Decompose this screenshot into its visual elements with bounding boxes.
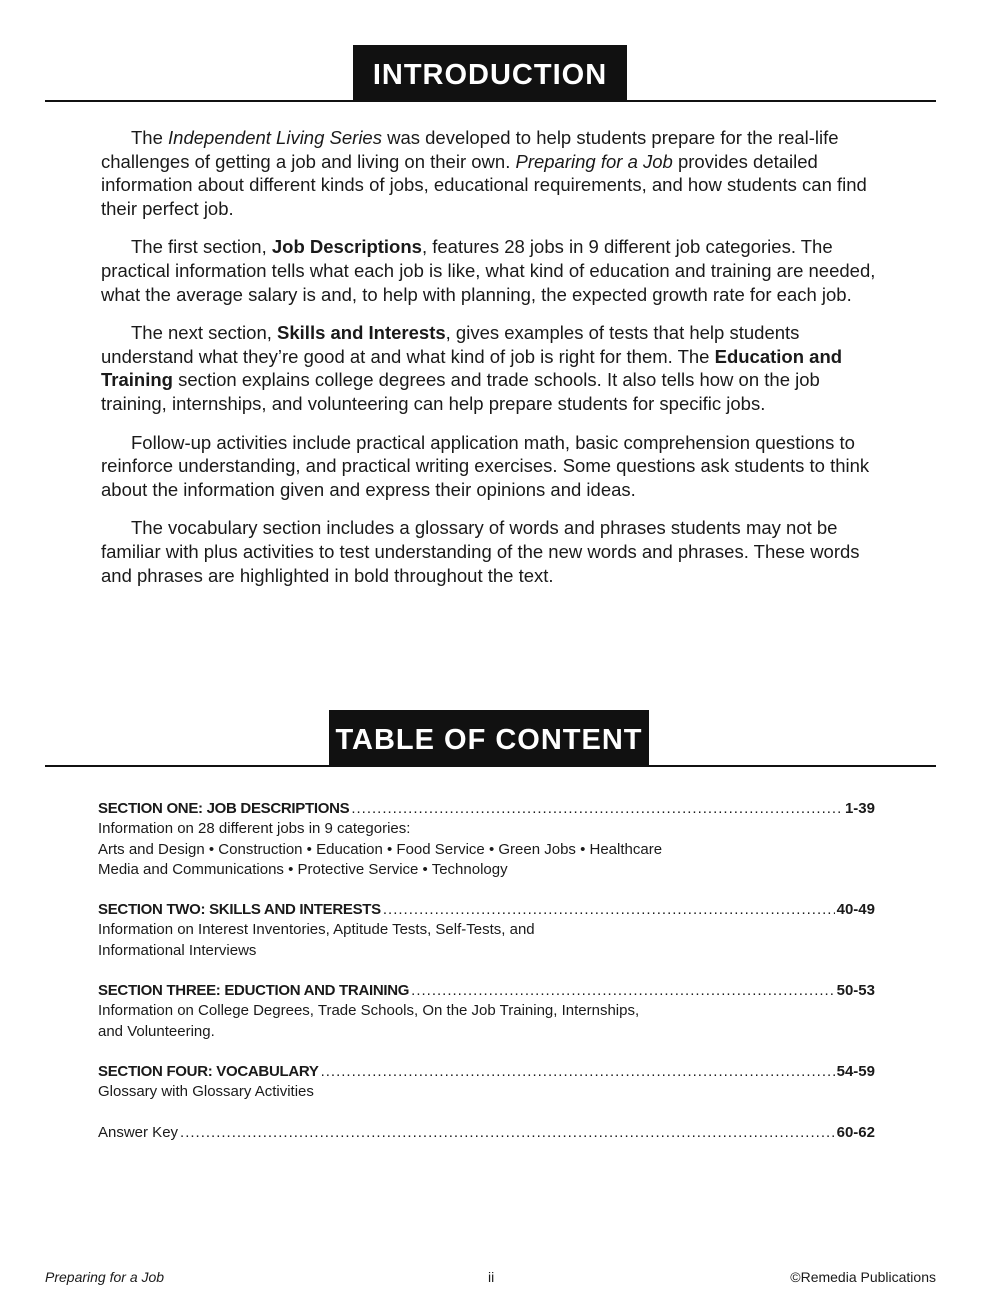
toc-entry-description: Informational Interviews (98, 941, 257, 959)
toc-entry-description: Arts and Design • Construction • Education • Food Service • Green Jobs • Healthcare (98, 840, 663, 858)
toc-entry-row (98, 1123, 875, 1143)
toc-entry-row (98, 981, 875, 1001)
introduction-rule (45, 100, 936, 102)
intro-paragraph-4: Follow-up activities include practical application math, basic comprehension questions to reinforce understanding, and practical writing exercises. Some questions ask students to think about the information given and express their opinions and ideas. (101, 431, 870, 500)
toc-entry-title: SECTION TWO: SKILLS AND INTERESTS (98, 901, 381, 919)
toc-entry-pages: 40-49 (836, 901, 875, 919)
toc-entry-title: Answer Key (98, 1123, 179, 1141)
introduction-body (101, 126, 881, 602)
dot-leader (180, 1123, 835, 1143)
footer-title: Preparing for a Job (45, 1269, 165, 1285)
toc-entry-row (98, 900, 875, 920)
intro-paragraph-1: The Independent Living Series was developed to help students prepare for the real-life challenges of getting a job and living on their own. Preparing for a Job provides detailed information about different kinds of jobs, educational requirements, and how students can find their perfect job. (101, 127, 867, 219)
toc-entry-description: Information on 28 different jobs in 9 categories: (98, 820, 411, 838)
toc-entry (98, 900, 875, 961)
toc-rule (45, 765, 936, 767)
toc-entry-row (98, 1062, 875, 1082)
toc-entry-title: SECTION THREE: EDUCTION AND TRAINING (98, 982, 410, 1000)
toc-entry-title: SECTION FOUR: VOCABULARY (98, 1062, 319, 1080)
toc-heading: TABLE OF CONTENT (329, 710, 649, 766)
introduction-heading: INTRODUCTION (353, 45, 627, 101)
toc-entry-description: Media and Communications • Protective Service • Technology (98, 860, 508, 878)
toc-entry-pages: 60-62 (836, 1123, 875, 1141)
toc-entry (98, 981, 875, 1042)
dot-leader (351, 799, 843, 819)
dot-leader (411, 981, 834, 1001)
toc-entry-title: SECTION ONE: JOB DESCRIPTIONS (98, 800, 350, 817)
dot-leader (383, 900, 835, 920)
page-number: ii (488, 1269, 495, 1285)
toc-entry (98, 1123, 875, 1143)
footer-copyright: ©Remedia Publications (790, 1269, 936, 1285)
toc-entry-description: Glossary with Glossary Activities (98, 1083, 314, 1101)
toc-entry-description: Information on Interest Inventories, Aptitude Tests, Self-Tests, and (98, 921, 535, 939)
toc-entry-pages: 1-39 (844, 800, 875, 817)
toc-entry (98, 1062, 875, 1103)
toc-entry-pages: 54-59 (836, 1062, 875, 1080)
intro-paragraph-2: The first section, Job Descriptions, features 28 jobs in 9 different job categories. The practical information tells what each job is like, what kind of education and training are needed, what the average salary is and, to help with planning, the expected growth rate for each job. (101, 236, 876, 305)
toc-entry-description: and Volunteering. (98, 1022, 215, 1040)
toc-entry-pages: 50-53 (836, 982, 875, 1000)
intro-paragraph-5: The vocabulary section includes a glossary of words and phrases students may not be familiar with plus activities to test understanding of the new words and phrases. These words and phrases are highlighted in bold throughout the text. (101, 517, 860, 586)
toc-entry-description: Information on College Degrees, Trade Schools, On the Job Training, Internships, (98, 1002, 640, 1020)
toc-entry (98, 799, 875, 880)
intro-paragraph-3: The next section, Skills and Interests, gives examples of tests that help students understand what they’re good at and what kind of job is right for them. The Education and Training section explains college degrees and trade schools. It also tells how on the job training, internships, and volunteering can help prepare students for specific jobs. (101, 322, 843, 414)
dot-leader (321, 1062, 835, 1082)
table-of-contents (98, 799, 875, 1163)
toc-entry-row (98, 799, 875, 819)
